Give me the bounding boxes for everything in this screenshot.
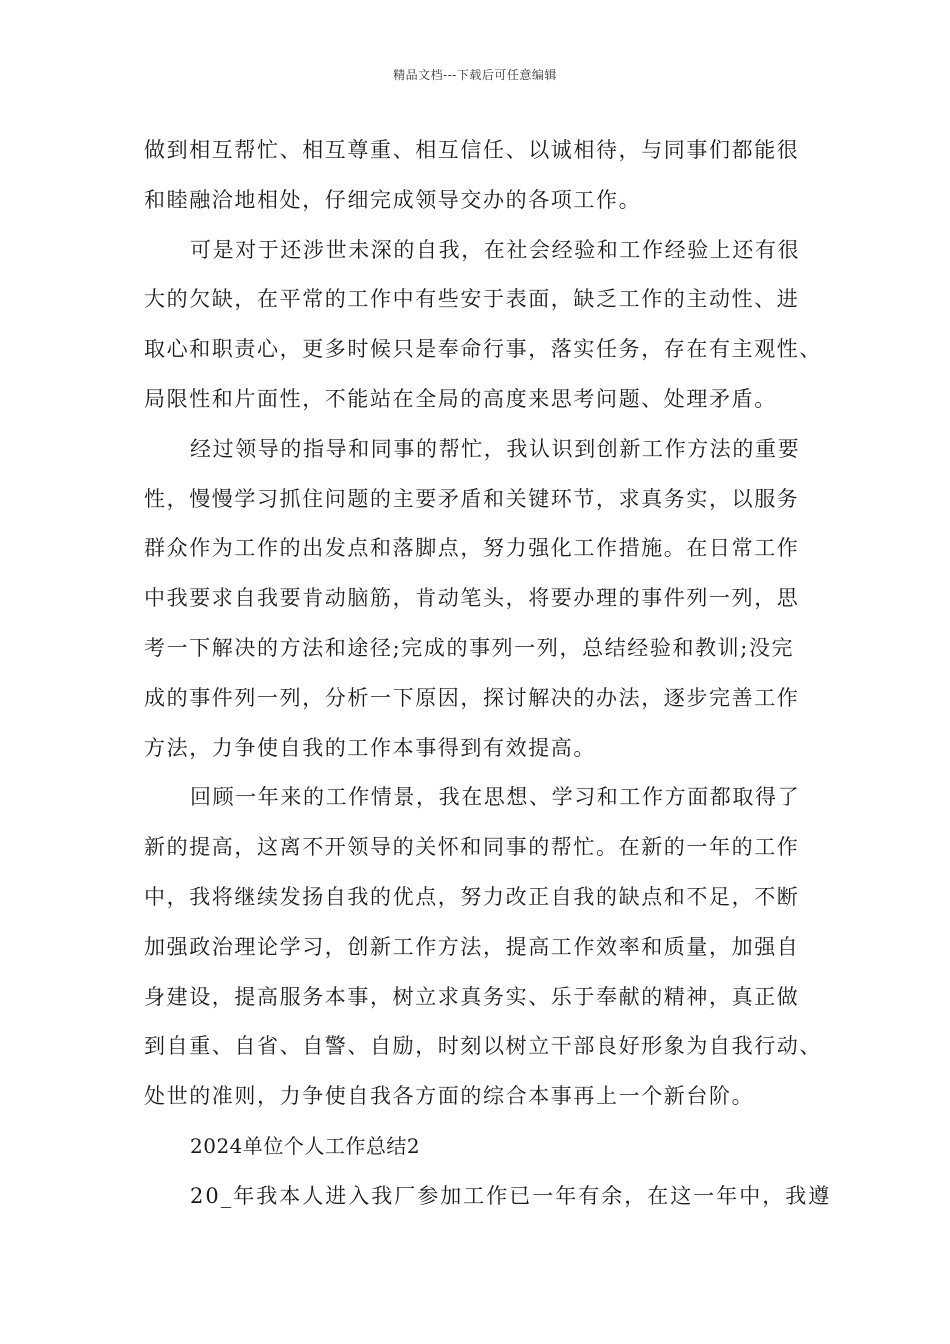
text-line: 性，慢慢学习抓住问题的主要矛盾和关键环节，求真务实，以服务: [144, 486, 800, 511]
text-line: 和睦融洽地相处，仔细完成领导交办的各项工作。: [144, 187, 642, 212]
text-line: 中，我将继续发扬自我的优点，努力改正自我的缺点和不足，不断: [144, 884, 800, 909]
text-line: 取心和职责心，更多时候只是奉命行事，落实任务，存在有主观性、: [144, 337, 822, 362]
text-line: 考一下解决的方法和途径;完成的事列一列，总结经验和教训;没完: [144, 635, 795, 660]
text-line: 中我要求自我要肯动脑筋，肯动笔头，将要办理的事件列一列，思: [144, 586, 800, 611]
text-line: 加强政治理论学习，创新工作方法，提高工作效率和质量，加强自: [144, 934, 800, 959]
section-heading: 2024单位个人工作总结2: [190, 1133, 421, 1158]
text-line: 到自重、自省、自警、自励，时刻以树立干部良好形象为自我行动、: [144, 1034, 822, 1059]
document-body: [144, 130, 832, 1226]
text-line: 成的事件列一列，分析一下原因，探讨解决的办法，逐步完善工作: [144, 685, 800, 710]
text-line: 群众作为工作的出发点和落脚点，努力强化工作措施。在日常工作: [144, 536, 800, 561]
text-line: 身建设，提高服务本事，树立求真务实、乐于奉献的精神，真正做: [144, 984, 800, 1009]
text-line: 方法，力争使自我的工作本事得到有效提高。: [144, 735, 596, 760]
text-line: 处世的准则，力争使自我各方面的综合本事再上一个新台阶。: [144, 1084, 755, 1109]
page-header: 精品文档---下载后可任意编辑: [393, 68, 557, 82]
paragraph-start-line: 可是对于还涉世未深的自我，在社会经验和工作经验上还有很: [190, 237, 801, 262]
paragraph-start-line: 经过领导的指导和同事的帮忙，我认识到创新工作方法的重要: [190, 436, 801, 461]
text-line: 新的提高，这离不开领导的关怀和同事的帮忙。在新的一年的工作: [144, 835, 800, 860]
text-line: 局限性和片面性，不能站在全局的高度来思考问题、处理矛盾。: [144, 386, 777, 411]
paragraph-start-line: 回顾一年来的工作情景，我在思想、学习和工作方面都取得了: [190, 785, 801, 810]
paragraph-start-line: 20_年我本人进入我厂参加工作已一年有余，在这一年中，我遵: [190, 1183, 832, 1208]
text-line: 大的欠缺，在平常的工作中有些安于表面，缺乏工作的主动性、进: [144, 287, 800, 312]
text-line: 做到相互帮忙、相互尊重、相互信任、以诚相待，与同事们都能很: [144, 138, 800, 162]
